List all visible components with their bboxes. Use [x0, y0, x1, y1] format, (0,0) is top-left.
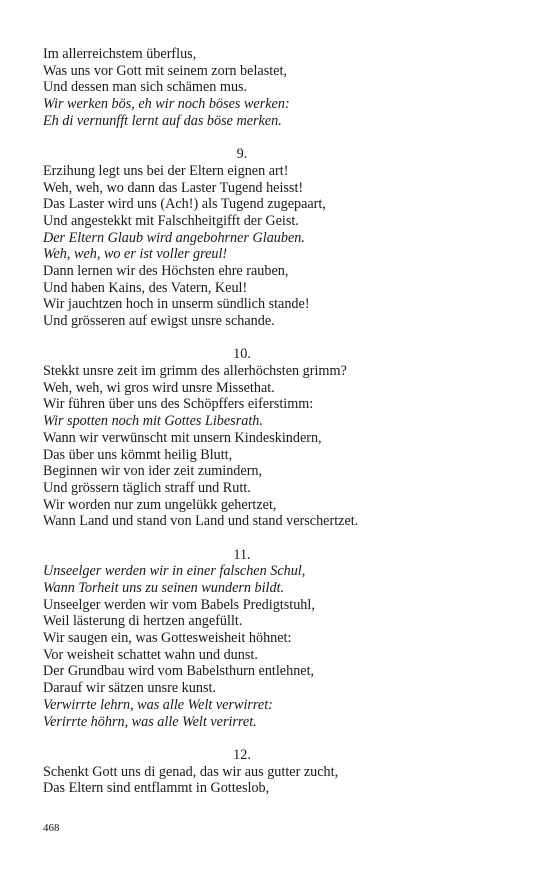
verse-line: Weh, weh, wi gros wird unsre Missethat.	[43, 379, 275, 396]
verse-line: Verirrte höhrn, was alle Welt verirret.	[43, 713, 257, 730]
verse-line: Unseelger werden wir vom Babels Predigtstuhl,	[43, 596, 315, 613]
verse-line: Schenkt Gott uns di genad, das wir aus gutter zucht,	[43, 763, 339, 780]
verse-line: Wann wir verwünscht mit unsern Kindeskindern,	[43, 429, 322, 446]
verse-line: Wann Torheit uns zu seinen wundern bildt.	[43, 580, 285, 596]
verse-line: Weil lästerung di hertzen angefüllt.	[43, 613, 243, 630]
stanza	[43, 46, 513, 129]
verse-line: Eh di vernunfft lernt auf das böse merken.	[43, 112, 282, 129]
verse-line: Was uns vor Gott mit seinem zorn belastet,	[43, 62, 287, 79]
verse-line: Wir jauchtzen hoch in unserm sündlich stande!	[43, 296, 310, 313]
stanza	[43, 146, 513, 330]
verse-line: Der Eltern Glaub wird angebohrner Glauben.	[43, 229, 305, 246]
verse-line: Verwirrte lehrn, was alle Welt verwirret:	[43, 696, 273, 713]
verse-line: Das Laster wird uns (Ach!) als Tugend zugepaart,	[43, 196, 326, 213]
verse-line: Vor weisheit schattet wahn und dunst.	[43, 646, 258, 663]
stanza	[43, 346, 513, 530]
poem-page	[43, 46, 513, 797]
verse-line: Unseelger werden wir in einer falschen Schul,	[43, 563, 306, 580]
verse-line: Und grösseren auf ewigst unsre schande.	[43, 313, 275, 329]
stanza-number: 11.	[233, 546, 251, 563]
verse-line: Weh, weh, wo er ist voller greul!	[43, 246, 228, 263]
stanza-number: 12.	[233, 746, 251, 763]
stanza	[43, 747, 513, 797]
verse-line: Wann Land und stand von Land und stand verschertzet.	[43, 513, 359, 530]
verse-line: Wir worden nur zum ungelükk gehertzet,	[43, 496, 277, 513]
verse-line: Und haben Kains, des Vatern, Keul!	[43, 279, 248, 296]
verse-line: Erzihung legt uns bei der Eltern eignen art!	[43, 162, 289, 179]
verse-line: Dann lernen wir des Höchsten ehre rauben,	[43, 262, 289, 279]
stanza-number: 9.	[236, 146, 248, 163]
stanza-number: 10.	[233, 346, 251, 363]
verse-line: Darauf wir sätzen unsre kunst.	[43, 680, 216, 697]
verse-line: Und dessen man sich schämen mus.	[43, 79, 248, 96]
verse-line: Wir führen über uns des Schöpffers eiferstimm:	[43, 396, 314, 413]
verse-line: Der Grundbau wird vom Babelsthurn entlehnet,	[43, 663, 315, 680]
verse-line: Wir spotten noch mit Gottes Libesrath.	[43, 413, 263, 430]
verse-line: Beginnen wir von ider zeit zumindern,	[43, 463, 263, 480]
verse-line: Wir saugen ein, was Gottesweisheit höhnet:	[43, 630, 292, 647]
verse-line: Stekkt unsre zeit im grimm des allerhöchsten grimm?	[43, 363, 347, 380]
verse-line: Weh, weh, wo dann das Laster Tugend heisst!	[43, 179, 304, 196]
verse-line: Wir werken bös, eh wir noch böses werken:	[43, 96, 290, 113]
stanza	[43, 547, 513, 731]
verse-line: Das Eltern sind entflammt in Gotteslob,	[43, 780, 270, 797]
page-number: 468	[43, 822, 60, 834]
verse-line: Und angestekkt mit Falschheitgifft der Geist.	[43, 212, 299, 229]
verse-line: Im allerreichstem überflus,	[43, 46, 197, 62]
verse-line: Und grössern täglich straff und Rutt.	[43, 479, 251, 496]
verse-line: Das über uns kömmt heilig Blutt,	[43, 446, 233, 463]
